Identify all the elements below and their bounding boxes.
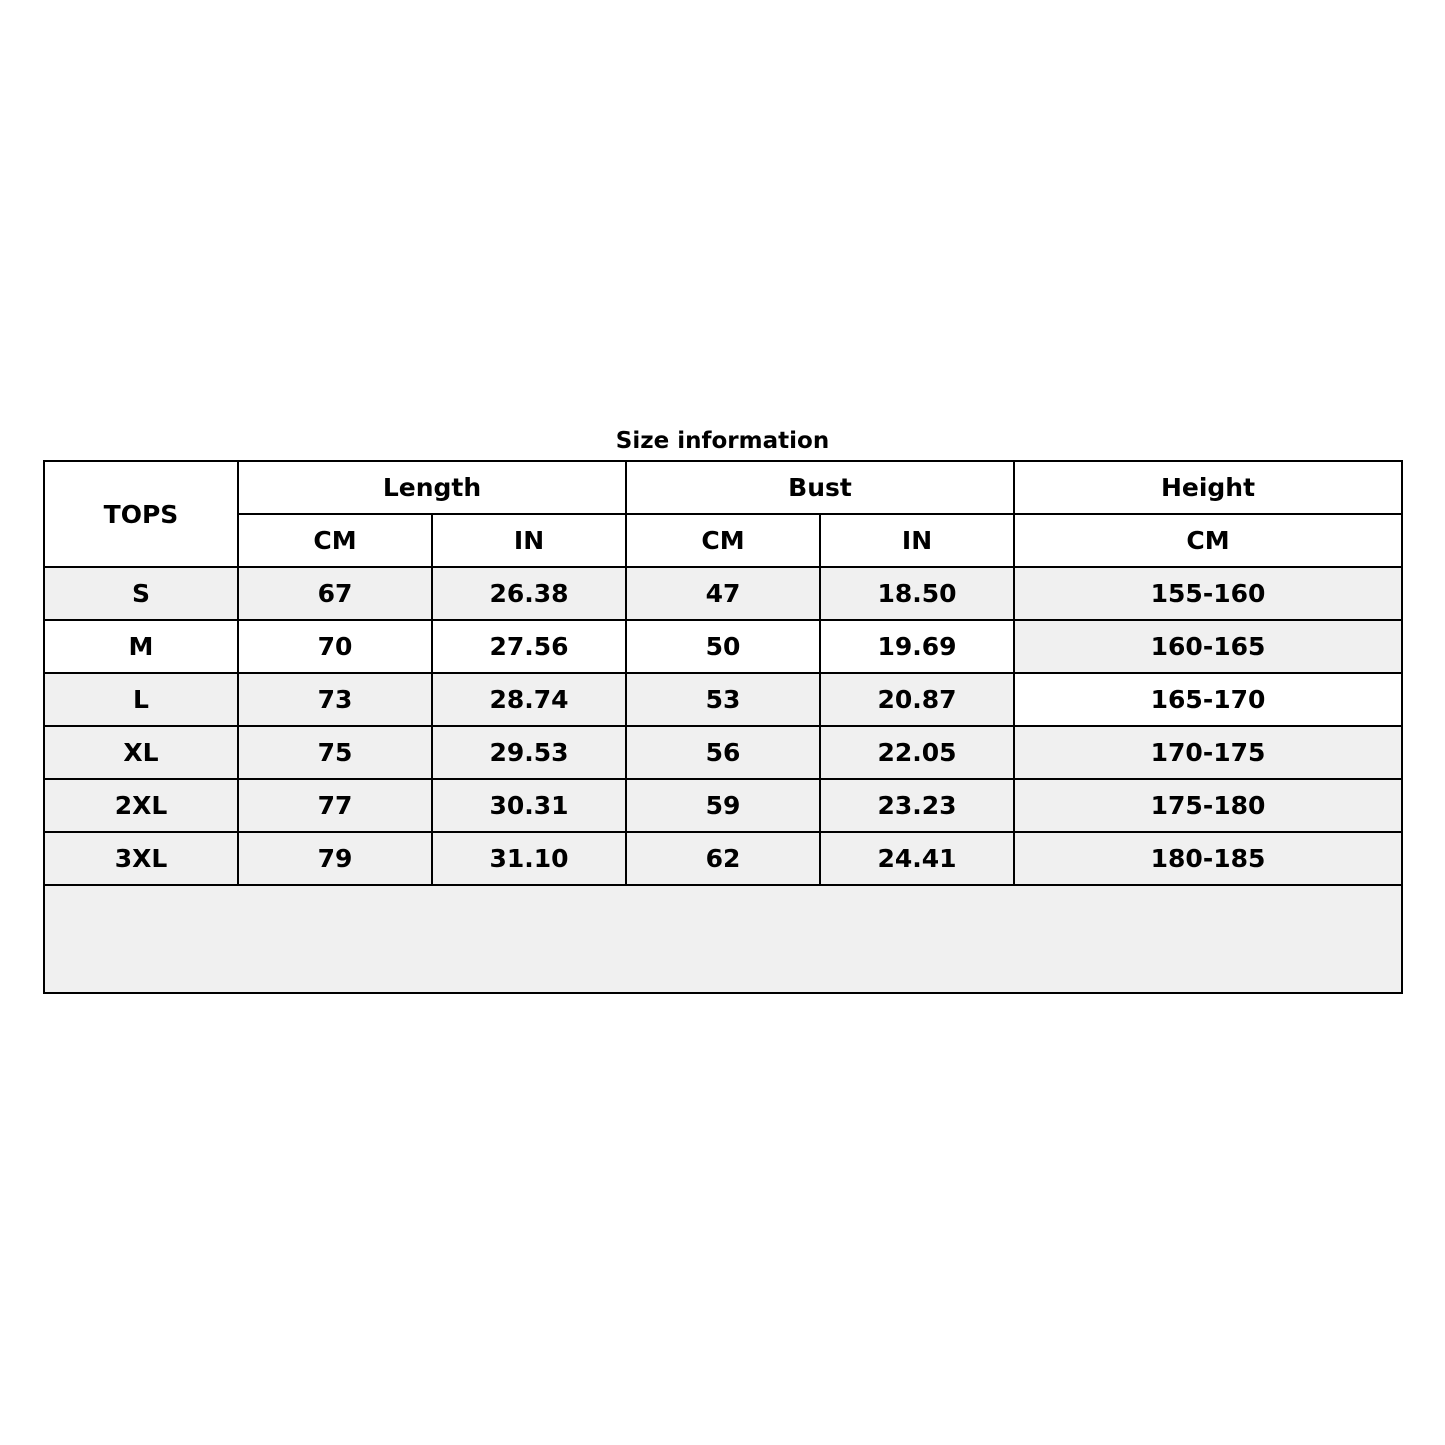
bust-cm-cell: 56 bbox=[626, 726, 820, 779]
size-cell: M bbox=[44, 620, 238, 673]
table-title: Size information bbox=[615, 428, 830, 454]
unit-bust-cm: CM bbox=[626, 514, 820, 567]
header-row-groups bbox=[44, 461, 1402, 514]
header-height: Height bbox=[1014, 461, 1402, 514]
size-cell: 2XL bbox=[44, 779, 238, 832]
header-bust: Bust bbox=[626, 461, 1014, 514]
bust-in-cell: 19.69 bbox=[820, 620, 1014, 673]
length-cm-cell: 67 bbox=[238, 567, 432, 620]
size-table bbox=[43, 460, 1403, 994]
height-cm-cell: 160-165 bbox=[1014, 620, 1402, 673]
table-row bbox=[44, 832, 1402, 885]
size-cell: 3XL bbox=[44, 832, 238, 885]
height-cm-cell: 180-185 bbox=[1014, 832, 1402, 885]
header-length: Length bbox=[238, 461, 626, 514]
table-row bbox=[44, 567, 1402, 620]
size-cell: L bbox=[44, 673, 238, 726]
bust-cm-cell: 53 bbox=[626, 673, 820, 726]
table-row bbox=[44, 620, 1402, 673]
height-cm-cell: 165-170 bbox=[1014, 673, 1402, 726]
table-row bbox=[44, 726, 1402, 779]
bust-in-cell: 23.23 bbox=[820, 779, 1014, 832]
table-row bbox=[44, 673, 1402, 726]
length-cm-cell: 73 bbox=[238, 673, 432, 726]
length-cm-cell: 70 bbox=[238, 620, 432, 673]
header-row-units bbox=[44, 514, 1402, 567]
empty-footer-row bbox=[44, 885, 1402, 993]
bust-in-cell: 24.41 bbox=[820, 832, 1014, 885]
bust-in-cell: 20.87 bbox=[820, 673, 1014, 726]
length-cm-cell: 75 bbox=[238, 726, 432, 779]
bust-cm-cell: 59 bbox=[626, 779, 820, 832]
height-cm-cell: 175-180 bbox=[1014, 779, 1402, 832]
length-in-cell: 29.53 bbox=[432, 726, 626, 779]
length-in-cell: 27.56 bbox=[432, 620, 626, 673]
header-tops: TOPS bbox=[44, 461, 238, 567]
height-cm-cell: 170-175 bbox=[1014, 726, 1402, 779]
length-in-cell: 26.38 bbox=[432, 567, 626, 620]
bust-cm-cell: 47 bbox=[626, 567, 820, 620]
table-row bbox=[44, 779, 1402, 832]
bust-cm-cell: 50 bbox=[626, 620, 820, 673]
length-in-cell: 31.10 bbox=[432, 832, 626, 885]
size-cell: S bbox=[44, 567, 238, 620]
bust-in-cell: 22.05 bbox=[820, 726, 1014, 779]
unit-length-in: IN bbox=[432, 514, 626, 567]
bust-in-cell: 18.50 bbox=[820, 567, 1014, 620]
unit-bust-in: IN bbox=[820, 514, 1014, 567]
bust-cm-cell: 62 bbox=[626, 832, 820, 885]
height-cm-cell: 155-160 bbox=[1014, 567, 1402, 620]
length-in-cell: 30.31 bbox=[432, 779, 626, 832]
size-cell: XL bbox=[44, 726, 238, 779]
empty-footer-cell bbox=[44, 885, 1402, 993]
length-in-cell: 28.74 bbox=[432, 673, 626, 726]
length-cm-cell: 79 bbox=[238, 832, 432, 885]
length-cm-cell: 77 bbox=[238, 779, 432, 832]
unit-length-cm: CM bbox=[238, 514, 432, 567]
unit-height-cm: CM bbox=[1014, 514, 1402, 567]
